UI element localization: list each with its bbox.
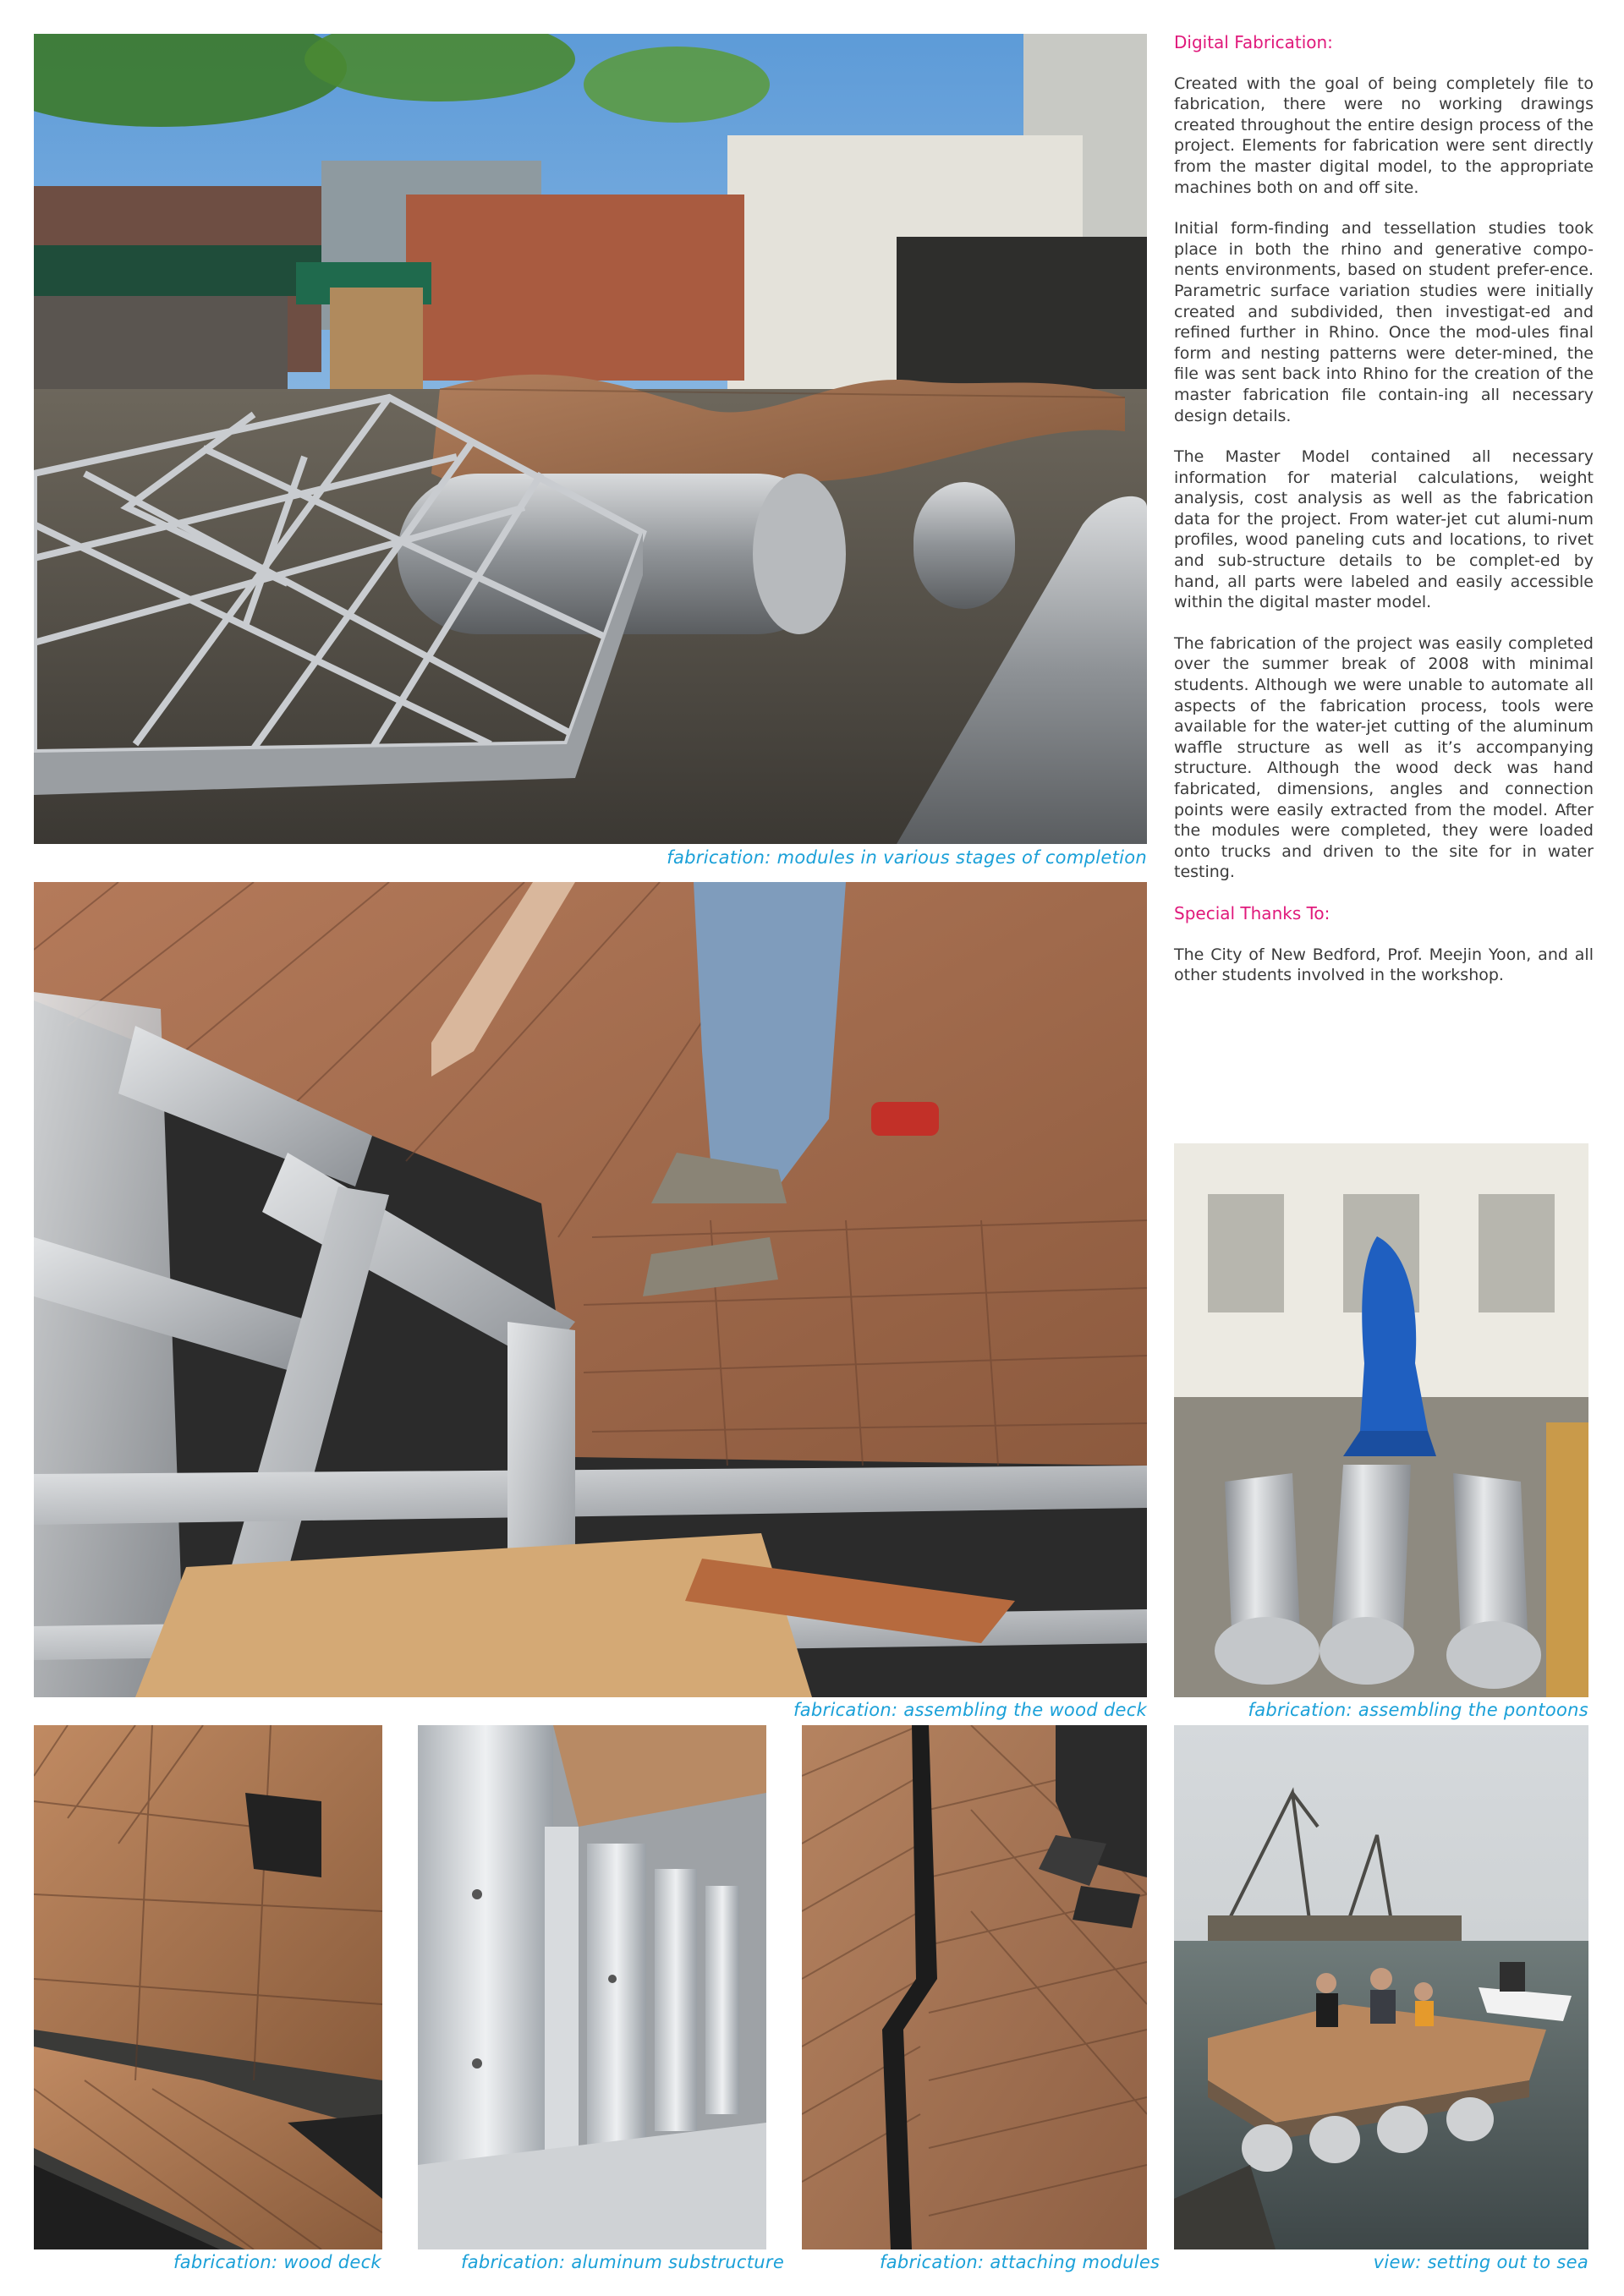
- photo-assembling-wood-deck: [34, 882, 1147, 1697]
- paragraph-master-model: The Master Model contained all necessary information for material calculations, weight analysis, cost analysis as well as the fabrication data for the project. From water-jet cut alumi-num profiles, wood paneling cuts and locations, to rivet and sub-structure details to be complet-ed by hand, all parts were labeled and easily accessible within the digital master model.: [1174, 447, 1594, 612]
- photo-setting-out-to-sea: [1174, 1725, 1588, 2249]
- caption-sea: view: setting out to sea: [1373, 2252, 1588, 2272]
- text-column: [1174, 32, 1594, 1006]
- caption-pontoons: fabrication: assembling the pontoons: [1248, 1700, 1588, 1720]
- photo-modules-stages: [34, 34, 1147, 844]
- photo-aluminum-substructure: [418, 1725, 766, 2249]
- paragraph-intro: Created with the goal of being completely file to fabrication, there were no working drawings created throughout the entire design process of the project. Elements for fabrication were sent directly from the master digital model, to the appropriate machines both on and off site.: [1174, 74, 1594, 197]
- paragraph-form-finding: Initial form-finding and tessellation studies took place in both the rhino and generative compo-nents environments, based on student prefer-ence. Parametric surface variation studies were initially created and subdivided, then investigat-ed and refined further in Rhino. Once the mod-ules final form and nesting patterns were deter-mined, the file was sent back into Rhino for the creation of the master fabrication file contain-ing all necessary design details.: [1174, 219, 1594, 425]
- paragraph-fabrication: The fabrication of the project was easily completed over the summer break of 2008 with minimal students. Although we were unable to automate all aspects of the fabrication process, tools were available for the water-jet cutting of the aluminum waffle structure as well as it’s accompanying structure. Although the wood deck was hand fabricated, dimensions, angles and connection points were easily extracted from the model. After the modules were completed, they were loaded onto trucks and driven to the site for in water testing.: [1174, 633, 1594, 882]
- photo-wood-deck: [34, 1725, 382, 2249]
- paragraph-thanks: The City of New Bedford, Prof. Meejin Yoon, and all other students involved in the workshop.: [1174, 945, 1594, 985]
- caption-modules: fabrication: modules in various stages of completion: [667, 847, 1147, 868]
- photo-attaching-modules: [802, 1725, 1147, 2249]
- heading-digital-fabrication: Digital Fabrication:: [1174, 32, 1333, 52]
- caption-wood-deck-assembly: fabrication: assembling the wood deck: [793, 1700, 1147, 1720]
- caption-wood-deck: fabrication: wood deck: [173, 2252, 381, 2272]
- photo-assembling-pontoons: [1174, 1143, 1588, 1697]
- caption-attaching: fabrication: attaching modules: [880, 2252, 1160, 2272]
- caption-substructure: fabrication: aluminum substructure: [461, 2252, 785, 2272]
- heading-special-thanks: Special Thanks To:: [1174, 902, 1330, 923]
